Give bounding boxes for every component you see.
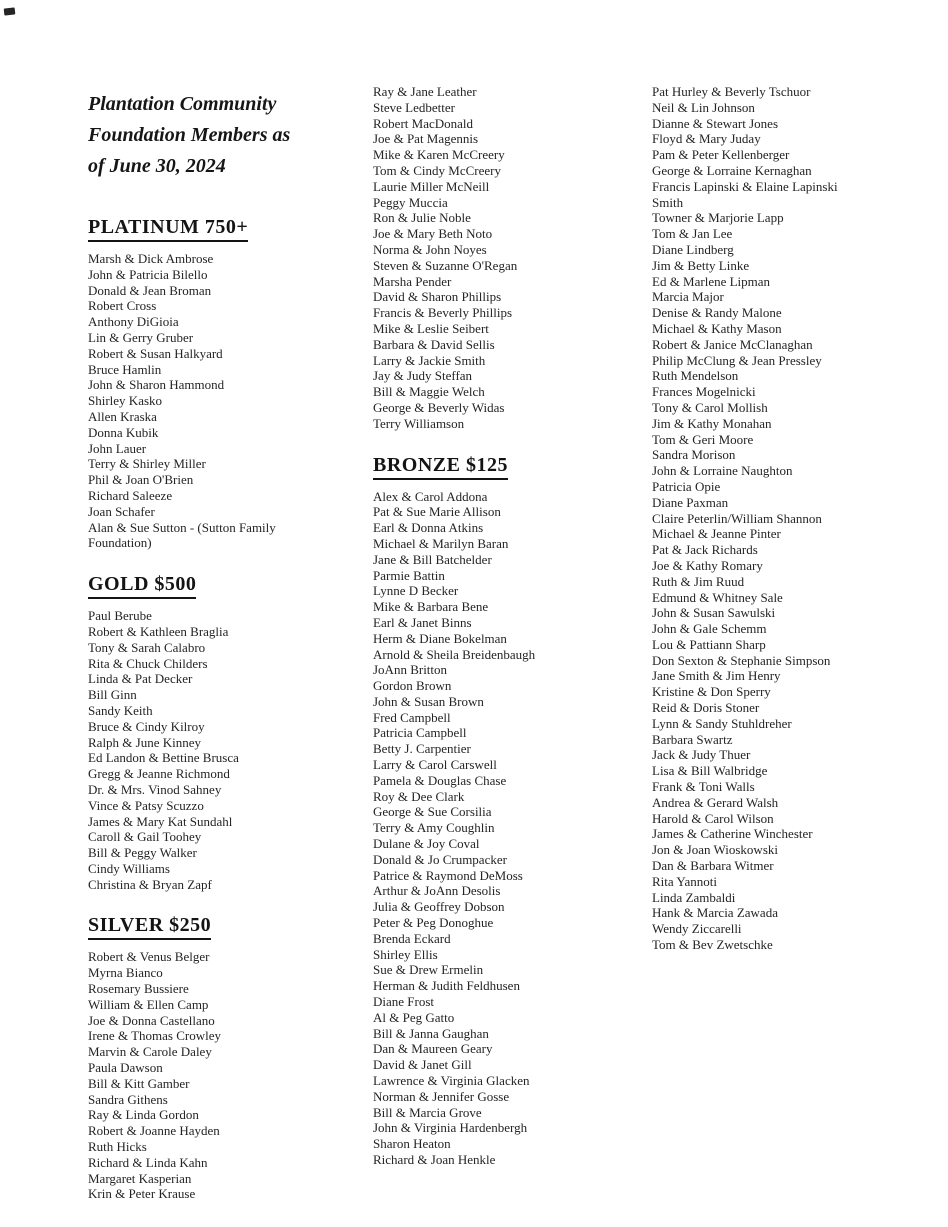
member-name: Edmund & Whitney Sale bbox=[652, 589, 783, 605]
member-name: Lisa & Bill Walbridge bbox=[652, 763, 768, 779]
member-name: Ray & Linda Gordon bbox=[88, 1107, 199, 1123]
member-name: Bill & Marcia Grove bbox=[373, 1104, 482, 1120]
member-name: Bruce & Cindy Kilroy bbox=[88, 718, 205, 734]
member-name: Frances Mogelnicki bbox=[652, 384, 756, 400]
member-name: Denise & Randy Malone bbox=[652, 305, 782, 321]
member-name: Dan & Barbara Witmer bbox=[652, 858, 774, 874]
member-name: George & Lorraine Kernaghan bbox=[652, 162, 812, 178]
member-name: John & Lorraine Naughton bbox=[652, 463, 793, 479]
member-name: Michael & Jeanne Pinter bbox=[652, 526, 781, 542]
member-name: Terry Williamson bbox=[373, 415, 465, 431]
member-name: Bruce Hamlin bbox=[88, 361, 162, 377]
member-name: Sandra Githens bbox=[88, 1091, 168, 1107]
member-name: John & Susan Brown bbox=[373, 693, 484, 709]
member-name: Cindy Williams bbox=[88, 860, 170, 876]
member-name: Gordon Brown bbox=[373, 678, 452, 694]
member-name: Lin & Gerry Gruber bbox=[88, 329, 194, 345]
member-name: Bill & Peggy Walker bbox=[88, 845, 197, 861]
member-name: Richard & Joan Henkle bbox=[373, 1152, 496, 1167]
member-name: Ruth Hicks bbox=[88, 1139, 147, 1155]
member-name: Francis Lapinski & Elaine Lapinski Smith bbox=[652, 178, 838, 210]
member-name: Ed & Marlene Lipman bbox=[652, 273, 771, 289]
member-name: Joe & Pat Magennis bbox=[373, 131, 479, 147]
member-name: Allen Kraska bbox=[88, 408, 157, 424]
member-name: Sue & Drew Ermelin bbox=[373, 962, 484, 978]
member-name: Rosemary Bussiere bbox=[88, 981, 189, 997]
member-list-platinum bbox=[88, 251, 306, 551]
member-name: Bill & Janna Gaughan bbox=[373, 1025, 489, 1041]
member-name: Dan & Maureen Geary bbox=[373, 1041, 493, 1057]
member-name: Paula Dawson bbox=[88, 1060, 163, 1076]
member-name: John & Virginia Hardenbergh bbox=[373, 1120, 528, 1136]
member-name: Arthur & JoAnn Desolis bbox=[373, 883, 501, 899]
member-name: Joe & Donna Castellano bbox=[88, 1012, 215, 1028]
member-name: Terry & Amy Coughlin bbox=[373, 820, 495, 836]
member-name: Robert & Janice McClanaghan bbox=[652, 336, 813, 352]
member-name: Vince & Patsy Scuzzo bbox=[88, 797, 204, 813]
member-name: Pat Hurley & Beverly Tschuor bbox=[652, 84, 811, 99]
member-name: Tony & Carol Mollish bbox=[652, 399, 768, 415]
member-name: Robert & Susan Halkyard bbox=[88, 345, 223, 361]
member-name: Ray & Jane Leather bbox=[373, 84, 477, 99]
member-name: Linda & Pat Decker bbox=[88, 671, 193, 687]
member-name: Marvin & Carole Daley bbox=[88, 1044, 212, 1060]
member-name: Ed Landon & Bettine Brusca bbox=[88, 750, 239, 766]
member-name: Paul Berube bbox=[88, 608, 152, 624]
member-name: Towner & Marjorie Lapp bbox=[652, 210, 784, 226]
member-name: Michael & Marilyn Baran bbox=[373, 535, 509, 551]
member-name: Gregg & Jeanne Richmond bbox=[88, 766, 230, 782]
document-title-line: Foundation Members as bbox=[88, 124, 291, 146]
member-name: Anthony DiGioia bbox=[88, 314, 179, 330]
member-name: Jack & Judy Thuer bbox=[652, 747, 751, 763]
member-name: Wendy Ziccarelli bbox=[652, 921, 742, 937]
member-name: Margaret Kasperian bbox=[88, 1170, 192, 1186]
member-name: Dianne & Stewart Jones bbox=[652, 115, 779, 131]
member-name: Dr. & Mrs. Vinod Sahney bbox=[88, 781, 222, 797]
member-name: John Lauer bbox=[88, 440, 147, 456]
member-name: Peggy Muccia bbox=[373, 194, 448, 210]
member-name: Marsh & Dick Ambrose bbox=[88, 251, 214, 266]
member-name: Terry & Shirley Miller bbox=[88, 456, 206, 472]
member-name: Herman & Judith Feldhusen bbox=[373, 978, 520, 994]
member-name: Pamela & Douglas Chase bbox=[373, 772, 507, 788]
member-name: Diane Frost bbox=[373, 994, 435, 1010]
member-name: Robert MacDonald bbox=[373, 115, 474, 131]
member-name: Neil & Lin Johnson bbox=[652, 99, 755, 115]
member-name: Mike & Karen McCreery bbox=[373, 147, 505, 163]
member-name: Rita Yannoti bbox=[652, 873, 718, 889]
member-name: Donna Kubik bbox=[88, 424, 159, 440]
member-name: Bill & Maggie Welch bbox=[373, 384, 485, 400]
member-name: Earl & Janet Binns bbox=[373, 614, 472, 630]
member-name: Tom & Geri Moore bbox=[652, 431, 754, 447]
member-name: Jim & Betty Linke bbox=[652, 257, 750, 273]
member-name: Lawrence & Virginia Glacken bbox=[373, 1073, 530, 1089]
member-name: Kristine & Don Sperry bbox=[652, 684, 771, 700]
member-name: Rita & Chuck Childers bbox=[88, 655, 208, 671]
member-name: Linda Zambaldi bbox=[652, 889, 736, 905]
member-name: Lynne D Becker bbox=[373, 583, 459, 599]
member-name: John & Gale Schemm bbox=[652, 621, 767, 637]
member-name: Herm & Diane Bokelman bbox=[373, 630, 507, 646]
member-name: Barbara & David Sellis bbox=[373, 336, 495, 352]
member-name: Robert & Kathleen Braglia bbox=[88, 623, 229, 639]
member-name: Norman & Jennifer Gosse bbox=[373, 1088, 510, 1104]
member-name: Steve Ledbetter bbox=[373, 99, 455, 115]
member-name: Dulane & Joy Coval bbox=[373, 836, 480, 852]
member-name: Donald & Jo Crumpacker bbox=[373, 851, 507, 867]
member-name: Joe & Kathy Romary bbox=[652, 557, 763, 573]
member-name: Robert & Joanne Hayden bbox=[88, 1123, 220, 1139]
member-name: Claire Peterlin/William Shannon bbox=[652, 510, 822, 526]
member-name: Patricia Campbell bbox=[373, 725, 467, 741]
member-name: Mike & Leslie Seibert bbox=[373, 320, 489, 336]
member-name: Jim & Kathy Monahan bbox=[652, 415, 772, 431]
member-name: Christina & Bryan Zapf bbox=[88, 876, 212, 892]
member-name: Arnold & Sheila Breidenbaugh bbox=[373, 646, 536, 662]
member-name: Francis & Beverly Phillips bbox=[373, 305, 513, 321]
member-name: Shirley Kasko bbox=[88, 393, 163, 409]
member-name: John & Sharon Hammond bbox=[88, 377, 225, 393]
section-heading-text: SILVER $250 bbox=[88, 914, 211, 940]
member-name: Shirley Ellis bbox=[373, 946, 438, 962]
member-name: Frank & Toni Walls bbox=[652, 779, 755, 795]
member-name: Reid & Doris Stoner bbox=[652, 700, 760, 716]
member-name: Bill Ginn bbox=[88, 687, 137, 703]
member-name: Pat & Jack Richards bbox=[652, 542, 758, 558]
member-name: Pat & Sue Marie Allison bbox=[373, 504, 501, 520]
member-name: Richard Saleeze bbox=[88, 487, 173, 503]
section-heading-gold bbox=[88, 573, 306, 599]
document-title bbox=[88, 84, 328, 182]
member-name: Tom & Jan Lee bbox=[652, 226, 733, 242]
member-name: Jay & Judy Steffan bbox=[373, 368, 473, 384]
member-name: Parmie Battin bbox=[373, 567, 445, 583]
member-name: Robert & Venus Belger bbox=[88, 949, 210, 965]
member-name: JoAnn Britton bbox=[373, 662, 448, 678]
member-name: Diane Lindberg bbox=[652, 241, 734, 257]
member-name: Marcia Major bbox=[652, 289, 724, 305]
member-name: Patrice & Raymond DeMoss bbox=[373, 867, 523, 883]
member-name: Jon & Joan Wioskowski bbox=[652, 842, 778, 858]
member-name: Alex & Carol Addona bbox=[373, 488, 488, 504]
section-heading-text: GOLD $500 bbox=[88, 573, 196, 599]
member-name: Fred Campbell bbox=[373, 709, 451, 725]
member-name: Tony & Sarah Calabro bbox=[88, 639, 206, 655]
member-list-bronze bbox=[373, 489, 591, 1168]
member-list-bronze-continued bbox=[652, 84, 870, 953]
member-name: Al & Peg Gatto bbox=[373, 1009, 455, 1025]
member-name: James & Mary Kat Sundahl bbox=[88, 813, 233, 829]
member-name: Joan Schafer bbox=[88, 503, 155, 519]
member-name: Mike & Barbara Bene bbox=[373, 599, 489, 615]
member-name: Larry & Jackie Smith bbox=[373, 352, 486, 368]
section-heading-text: BRONZE $125 bbox=[373, 454, 508, 480]
member-name: Richard & Linda Kahn bbox=[88, 1154, 208, 1170]
member-name: Betty J. Carpentier bbox=[373, 741, 471, 757]
member-name: John & Patricia Bilello bbox=[88, 266, 208, 282]
member-name: James & Catherine Winchester bbox=[652, 826, 813, 842]
member-name: Julia & Geoffrey Dobson bbox=[373, 899, 505, 915]
member-name: Patricia Opie bbox=[652, 478, 721, 494]
column-2 bbox=[373, 84, 591, 1168]
member-name: Floyd & Mary Juday bbox=[652, 131, 761, 147]
member-name: Earl & Donna Atkins bbox=[373, 520, 484, 536]
section-heading-silver bbox=[88, 914, 306, 940]
document-title-line: of June 30, 2024 bbox=[88, 155, 226, 177]
member-name: Myrna Bianco bbox=[88, 965, 163, 981]
member-name: Diane Paxman bbox=[652, 494, 729, 510]
member-name: Laurie Miller McNeill bbox=[373, 178, 490, 194]
member-list-gold bbox=[88, 608, 306, 892]
section-heading-text: PLATINUM 750+ bbox=[88, 216, 248, 242]
member-name: Norma & John Noyes bbox=[373, 241, 487, 257]
document-title-line: Plantation Community bbox=[88, 93, 277, 115]
member-name: Ron & Julie Noble bbox=[373, 210, 471, 226]
member-name: Lynn & Sandy Stuhldreher bbox=[652, 715, 792, 731]
member-name: Roy & Dee Clark bbox=[373, 788, 465, 804]
column-3 bbox=[652, 84, 870, 953]
section-heading-bronze bbox=[373, 454, 591, 480]
column-1 bbox=[88, 84, 306, 1202]
member-name: Lou & Pattiann Sharp bbox=[652, 636, 766, 652]
member-name: Sharon Heaton bbox=[373, 1136, 451, 1152]
member-name: Donald & Jean Broman bbox=[88, 282, 212, 298]
member-name: Ruth & Jim Ruud bbox=[652, 573, 745, 589]
member-name: Brenda Eckard bbox=[373, 930, 451, 946]
member-name: Joe & Mary Beth Noto bbox=[373, 226, 493, 242]
member-list-silver-continued bbox=[373, 84, 591, 432]
member-name: Sandra Morison bbox=[652, 447, 736, 463]
member-name: Barbara Swartz bbox=[652, 731, 733, 747]
member-name: Steven & Suzanne O'Regan bbox=[373, 257, 518, 273]
member-name: Michael & Kathy Mason bbox=[652, 320, 782, 336]
member-name: Marsha Pender bbox=[373, 273, 452, 289]
member-name: Ruth Mendelson bbox=[652, 368, 739, 384]
member-list-silver bbox=[88, 949, 306, 1202]
member-name: Alan & Sue Sutton - (Sutton Family Foundation) bbox=[88, 519, 276, 551]
member-name: George & Beverly Widas bbox=[373, 399, 505, 415]
member-name: Jane Smith & Jim Henry bbox=[652, 668, 781, 684]
member-name: Tom & Bev Zwetschke bbox=[652, 937, 773, 953]
member-name: William & Ellen Camp bbox=[88, 996, 209, 1012]
member-name: Bill & Kitt Gamber bbox=[88, 1075, 190, 1091]
member-name: David & Janet Gill bbox=[373, 1057, 472, 1073]
member-name: Robert Cross bbox=[88, 298, 157, 314]
member-name: Larry & Carol Carswell bbox=[373, 757, 497, 773]
member-name: Harold & Carol Wilson bbox=[652, 810, 774, 826]
member-name: Pam & Peter Kellenberger bbox=[652, 147, 790, 163]
member-name: Andrea & Gerard Walsh bbox=[652, 794, 779, 810]
member-name: Caroll & Gail Toohey bbox=[88, 829, 202, 845]
member-name: Hank & Marcia Zawada bbox=[652, 905, 778, 921]
member-name: Krin & Peter Krause bbox=[88, 1186, 196, 1202]
member-name: Irene & Thomas Crowley bbox=[88, 1028, 221, 1044]
member-name: Philip McClung & Jean Pressley bbox=[652, 352, 822, 368]
member-name: Sandy Keith bbox=[88, 702, 153, 718]
member-name: Don Sexton & Stephanie Simpson bbox=[652, 652, 831, 668]
member-name: Tom & Cindy McCreery bbox=[373, 162, 501, 178]
member-name: Peter & Peg Donoghue bbox=[373, 915, 494, 931]
member-name: Phil & Joan O'Brien bbox=[88, 472, 194, 488]
section-heading-platinum bbox=[88, 216, 306, 242]
member-name: Ralph & June Kinney bbox=[88, 734, 202, 750]
member-name: Jane & Bill Batchelder bbox=[373, 551, 492, 567]
member-name: John & Susan Sawulski bbox=[652, 605, 776, 621]
member-name: David & Sharon Phillips bbox=[373, 289, 502, 305]
member-name: George & Sue Corsilia bbox=[373, 804, 492, 820]
